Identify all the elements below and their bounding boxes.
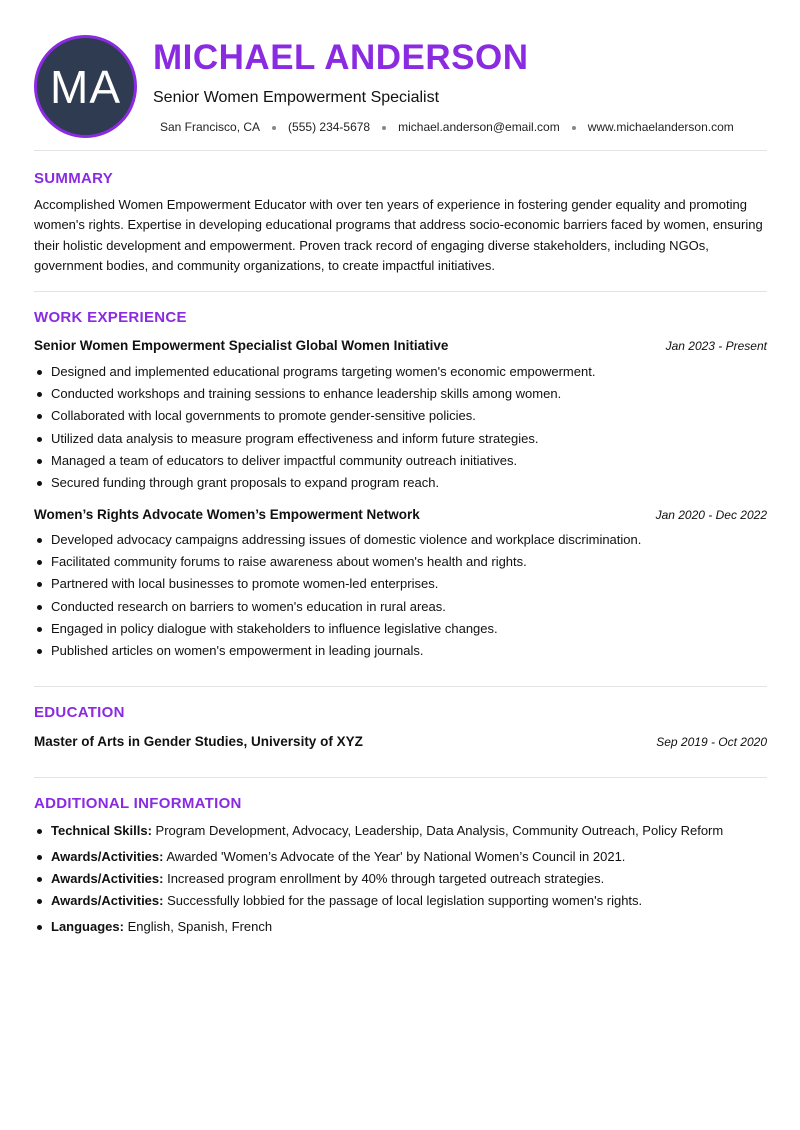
- job-dates: Jan 2020 - Dec 2022: [655, 508, 767, 522]
- info-text: Successfully lobbied for the passage of local legislation supporting women's rights.: [163, 893, 643, 908]
- list-item: Developed advocacy campaigns addressing issues of domestic violence and workplace discrimination.: [34, 529, 767, 551]
- separator-dot-icon: [272, 126, 276, 130]
- additional-heading: ADDITIONAL INFORMATION: [34, 795, 242, 812]
- info-label: Awards/Activities:: [51, 893, 164, 908]
- divider: [34, 291, 767, 292]
- list-item: [34, 820, 767, 842]
- info-text: Increased program enrollment by 40% through targeted outreach strategies.: [163, 871, 605, 886]
- list-item: [34, 916, 767, 938]
- education-dates: Sep 2019 - Oct 2020: [656, 735, 767, 749]
- list-item: Utilized data analysis to measure program effectiveness and inform future strategies.: [34, 428, 767, 450]
- summary-heading: SUMMARY: [34, 170, 114, 187]
- divider: [34, 686, 767, 687]
- job-header: [34, 338, 767, 353]
- list-item: Conducted research on barriers to women's education in rural areas.: [34, 596, 767, 618]
- list-item: [34, 868, 767, 890]
- contact-email[interactable]: michael.anderson@email.com: [398, 120, 560, 134]
- contact-website[interactable]: www.michaelanderson.com: [587, 120, 734, 134]
- additional-list: [34, 820, 767, 938]
- info-label: Awards/Activities:: [51, 871, 164, 886]
- separator-dot-icon: [572, 126, 576, 130]
- info-label: Awards/Activities:: [51, 849, 164, 864]
- list-item: Facilitated community forums to raise awareness about women's health and rights.: [34, 551, 767, 573]
- list-item: [34, 890, 767, 912]
- separator-dot-icon: [382, 126, 386, 130]
- avatar-initials: MA: [50, 60, 121, 113]
- job-bullets: [34, 529, 767, 662]
- list-item: Published articles on women's empowerment in leading journals.: [34, 640, 767, 662]
- contact-location: San Francisco, CA: [160, 120, 261, 134]
- job-role: Women’s Rights Advocate Women’s Empowerment Network: [34, 507, 420, 522]
- info-label: Technical Skills:: [51, 823, 152, 838]
- list-item: [34, 846, 767, 868]
- education-entry: [34, 734, 767, 749]
- list-item: Secured funding through grant proposals to expand program reach.: [34, 472, 767, 494]
- contact-bar: [160, 120, 734, 134]
- candidate-name: MICHAEL ANDERSON: [153, 38, 529, 77]
- summary-text: Accomplished Women Empowerment Educator with over ten years of experience in fostering gender equality and promoting women's rights. Expertise in developing educational programs that address socio-economic barriers faced by women, ensuring their holistic development and empowerment. Proven track record of engaging diverse stakeholders, including NGOs, government bodies, and community organizations, to create impactful initiatives.: [34, 197, 763, 274]
- education-heading: EDUCATION: [34, 704, 125, 721]
- info-text: Program Development, Advocacy, Leadership, Data Analysis, Community Outreach, Policy Reform: [151, 823, 724, 838]
- contact-phone: (555) 234-5678: [288, 120, 371, 134]
- job-role: Senior Women Empowerment Specialist Global Women Initiative: [34, 338, 449, 353]
- list-item: Collaborated with local governments to promote gender-sensitive policies.: [34, 405, 767, 427]
- list-item: Engaged in policy dialogue with stakeholders to influence legislative changes.: [34, 618, 767, 640]
- list-item: Partnered with local businesses to promote women-led enterprises.: [34, 573, 767, 595]
- job-header: [34, 507, 767, 522]
- info-label: Languages:: [51, 919, 124, 934]
- list-item: Designed and implemented educational programs targeting women's economic empowerment.: [34, 361, 767, 383]
- info-text: Awarded 'Women’s Advocate of the Year' by National Women’s Council in 2021.: [163, 849, 626, 864]
- divider: [34, 777, 767, 778]
- list-item: Conducted workshops and training sessions to enhance leadership skills among women.: [34, 383, 767, 405]
- info-text: English, Spanish, French: [123, 919, 273, 934]
- education-degree: Master of Arts in Gender Studies, University of XYZ: [34, 734, 363, 749]
- job-dates: Jan 2023 - Present: [665, 339, 767, 353]
- candidate-title: Senior Women Empowerment Specialist: [153, 89, 440, 106]
- avatar: [34, 35, 137, 138]
- experience-heading: WORK EXPERIENCE: [34, 309, 187, 326]
- divider: [34, 150, 767, 151]
- job-bullets: [34, 361, 767, 494]
- list-item: Managed a team of educators to deliver impactful community outreach initiatives.: [34, 450, 767, 472]
